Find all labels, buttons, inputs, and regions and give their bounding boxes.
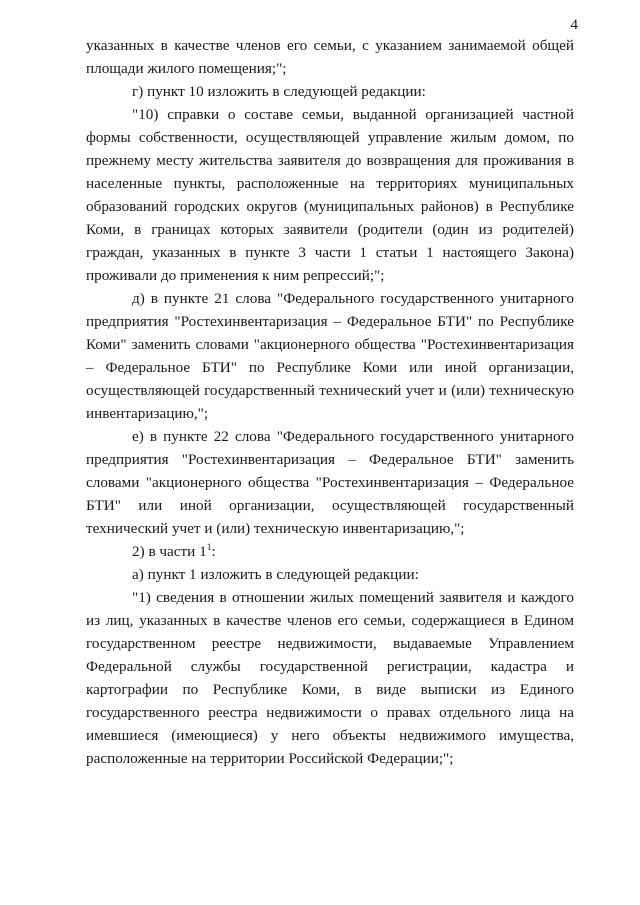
paragraph-item-d: д) в пункте 21 слова "Федерального государственного унитарного предприятия "Ростехинвентаризация – Федеральное БТИ" по Республике Коми" заменить словами "акционерного общества "Ростехинвентаризация – Федеральное БТИ" по Республике Коми или иной организации, осуществляющей государственный технический учет и (или) техническую инвентаризацию,"; [86,290,574,422]
page-number: 4 [570,17,578,33]
paragraph-continuation: указанных в качестве членов его семьи, с указанием занимаемой общей площади жилого помещения;"; [86,37,574,77]
part-heading-superscript: 1 [206,543,212,553]
paragraph-item-e: е) в пункте 22 слова "Федерального государственного унитарного предприятия "Ростехинвентаризация – Федеральное БТИ" заменить словами "акционерного общества "Ростехинвентаризация – Федеральное БТИ" или иной организации, осуществляющей государственный технический учет и (или) техническую инвентаризацию,"; [86,428,574,537]
paragraph-item-g: г) пункт 10 изложить в следующей редакции: [132,83,426,100]
paragraph-quote-item-1: "1) сведения в отношении жилых помещений заявителя и каждого из лиц, указанных в качестве членов его семьи, содержащиеся в Едином государственном реестре недвижимости, выдаваемые Управлением Федеральной службы государственной регистрации, кадастра и картографии по Республике Коми, в виде выписки из Единого государственного реестра недвижимости о правах отдельного лица на имевшиеся (имеющиеся) у него объекты недвижимого имущества, расположенные на территории Российской Федерации;"; [86,589,574,767]
document-body [86,34,574,770]
paragraph-item-a: а) пункт 1 изложить в следующей редакции: [132,566,419,583]
paragraph-part-heading [86,540,574,563]
part-heading-prefix: 2) в части 1 [132,543,207,560]
paragraph-quote-item-10: "10) справки о составе семьи, выданной организацией частной формы собственности, осуществляющей управление жилым домом, по прежнему месту жительства заявителя до возвращения для проживания в населенные пункты, расположенные на территориях муниципальных образований городских округов (муниципальных районов) в Республике Коми, в границах которых заявители (родители (один из родителей) граждан, указанных в пункте 3 части 1 статьи 1 настоящего Закона) проживали до применения к ним репрессий;"; [86,106,574,284]
part-heading-suffix: : [211,543,216,560]
